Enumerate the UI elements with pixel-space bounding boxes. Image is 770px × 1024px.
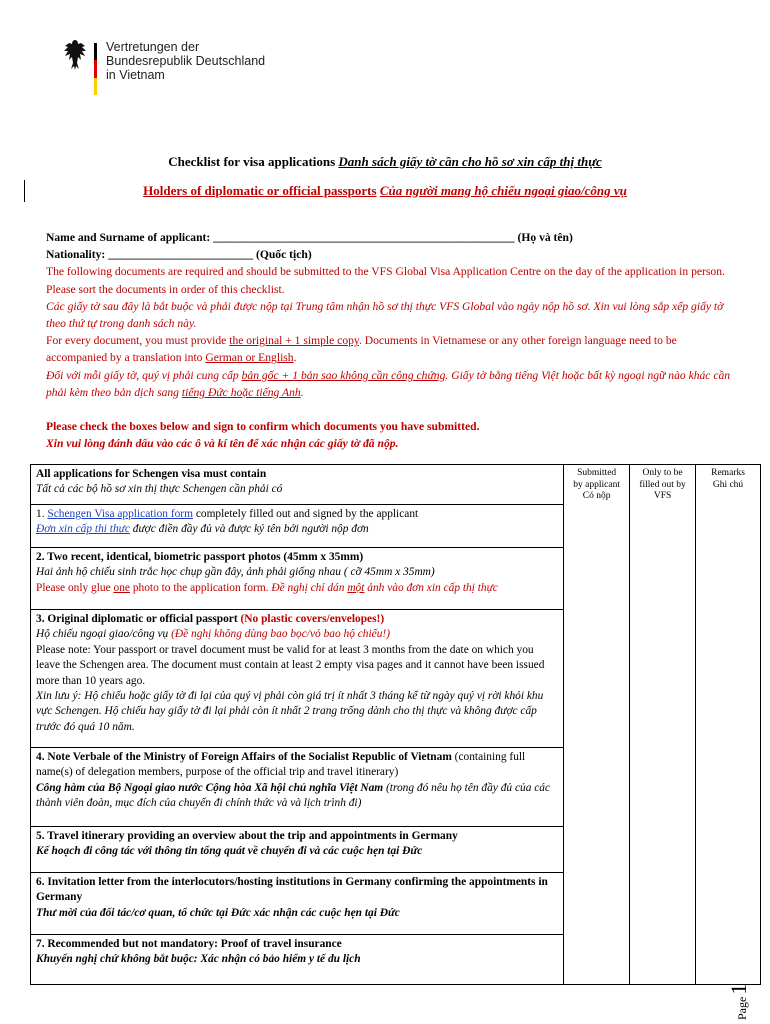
copy-en-text: . [293, 351, 297, 365]
checklist-item-2 [31, 548, 564, 610]
col-label: filled out by [639, 479, 686, 490]
item3-vi-text: Hộ chiếu ngoại giao/công vụ [36, 628, 172, 641]
check-instruction-vi: Xin vui lòng đánh dấu vào các ô và kí tên để xác nhận các giấy tờ đã nộp. [46, 437, 399, 451]
page-label-text: Page [735, 996, 749, 1020]
header-cell [31, 465, 564, 505]
item4-vi-title: Công hàm của Bộ Ngoại giao nước Cộng hòa Xã hội chủ nghĩa Việt Nam [36, 781, 384, 794]
table-heading-en: All applications for Schengen visa must contain [36, 468, 267, 480]
item2-vi: Hai ảnh hộ chiếu sinh trắc học chụp gần đây, ảnh phải giống nhau ( cỡ 45mm x 35mm) [36, 566, 435, 579]
checklist-item-3 [31, 610, 564, 748]
note-emphasis: một [347, 581, 365, 594]
item1-vi [36, 522, 559, 537]
col-label: by applicant [573, 479, 620, 490]
note-text: ảnh vào đơn xin cấp thị thực [364, 581, 498, 594]
application-form-link[interactable]: Schengen Visa application form [47, 508, 193, 520]
item5-vi: Kế hoạch đi công tác với thông tin tổng quát về chuyến đi và các cuộc hẹn tại Đức [36, 845, 423, 858]
checklist-item-6 [31, 873, 564, 935]
page-title [0, 154, 770, 170]
embassy-logo [62, 38, 282, 108]
note-emphasis: one [113, 581, 130, 594]
page-number [726, 984, 752, 1020]
item7-vi: Khuyến nghị chứ không bắt buộc: Xác nhận có bảo hiểm y tế du lịch [36, 953, 361, 966]
page-number-value: 1 [726, 983, 751, 995]
german-flag-bar [94, 43, 97, 95]
required-notice-vi: Các giấy tờ sau đây là bắt buộc và phải được nộp tại Trung tâm nhận hồ sơ thị thực VFS Global vào ngày nộp hồ sơ. Xin vui lòng sắp xếp giấy tờ theo thứ tự trong danh sách này. [46, 299, 724, 331]
item1-text-vi: được điền đầy đủ và được ký tên bởi người nộp đơn [129, 523, 369, 536]
col-label: Remarks [711, 468, 745, 478]
copy-en-original: the original + 1 simple copy [229, 334, 359, 348]
subtitle-en: Holders of diplomatic or official passports [143, 183, 377, 198]
item3-vi [36, 627, 559, 642]
copy-notice-vi [46, 367, 736, 401]
flag-gold-stripe [94, 78, 97, 95]
intro-section [46, 229, 736, 452]
col-label: Only to be [642, 468, 683, 478]
copy-vi-text: Đối với mỗi giấy tờ, quý vị phải cung cấp [46, 368, 242, 382]
col-label: VFS [653, 491, 672, 501]
item1-en [36, 507, 559, 522]
application-form-link-vi[interactable]: Đơn xin cấp thị thực [36, 523, 130, 536]
item4-vi-text: (trong đó nêu họ tên đầy đủ của các thành viên đoàn, mục đích của chuyến đi chính thức và và lịch trình đi) [36, 781, 551, 810]
item4-vi [36, 781, 559, 812]
item2-note [36, 581, 559, 596]
item3-vi-warning: (Đề nghị không dùng bao bọc/vỏ bao hộ chiếu!) [171, 628, 390, 641]
checklist-item-1 [31, 505, 564, 548]
submitted-column[interactable] [564, 465, 630, 985]
page-subtitle [0, 183, 770, 199]
copy-vi-original: bản gốc + 1 bản sao không cần công chứng [241, 368, 446, 382]
subtitle-vi: Của người mang hộ chiếu ngoại giao/công vụ [379, 183, 627, 198]
copy-notice-en [46, 332, 736, 366]
table-header-row [31, 465, 761, 505]
copy-en-languages: German or English [205, 351, 294, 365]
title-vi: Danh sách giấy tờ cần cho hồ sơ xin cấp thị thực [338, 154, 602, 169]
item5-title: 5. Travel itinerary providing an overview about the trip and appointments in Germany [36, 830, 458, 842]
required-notice-en: The following documents are required and should be submitted to the VFS Global Visa Application Centre on the day of the application in person. Please sort the documents in order of this checklist. [46, 265, 725, 296]
item6-vi: Thư mời của đối tác/cơ quan, tổ chức tại Đức xác nhận các cuộc hẹn tại Đức [36, 906, 400, 919]
item3-note-vi: Xin lưu ý: Hộ chiếu hoặc giấy tờ đi lại của quý vị phải còn giá trị ít nhất 3 tháng kể từ ngày quý vị rời khỏi khu vực Schengen. Hộ chiếu hay giấy tờ đi lại phải còn ít nhất 2 trang trống dành cho thị thực và không được cấp trước đó quá 10 năm. [36, 690, 544, 733]
nationality-field-line[interactable]: Nationality: _________________________ (Quốc tịch) [46, 248, 312, 262]
item4-title: 4. Note Verbale of the Ministry of Foreign Affairs of the Socialist Republic of Vietnam [36, 751, 452, 763]
item4-text: (containing full name(s) of delegation members, purpose of the official trip and travel itinerary) [36, 751, 526, 779]
remarks-column[interactable] [696, 465, 761, 985]
col-label: Có nộp [582, 491, 611, 501]
item3-title-text: 3. Original diplomatic or official passport [36, 613, 241, 625]
copy-vi-text: . Giấy tờ bằng tiếng Việt hoặc bất kỳ ngoại ngữ nào khác cần phải kèm theo bản dịch sang [46, 368, 731, 399]
checklist-item-7 [31, 935, 564, 985]
item2-title: 2. Two recent, identical, biometric passport photos (45mm x 35mm) [36, 551, 364, 563]
logo-line: Bundesrepublik Deutschland [106, 54, 266, 68]
col-label: Ghi chú [712, 479, 744, 490]
check-instruction-en: Please check the boxes below and sign to confirm which documents you have submitted. [46, 420, 480, 434]
logo-line: Vertretungen der [106, 40, 200, 54]
item1-text: completely filled out and signed by the applicant [192, 508, 419, 520]
note-text: Đề nghị chỉ dán [271, 581, 348, 594]
vfs-column[interactable] [630, 465, 696, 985]
copy-vi-languages: tiếng Đức hoặc tiếng Anh [181, 385, 301, 399]
col-label: Submitted [577, 468, 617, 478]
note-text: Please only glue [36, 581, 114, 594]
item3-warning: (No plastic covers/envelopes!) [240, 613, 385, 625]
note-vi [271, 582, 497, 594]
flag-black-stripe [94, 43, 97, 60]
item-number: 1. [36, 508, 48, 520]
note-text: photo to the application form. [129, 581, 272, 594]
federal-eagle-icon [62, 38, 88, 72]
copy-en-text: . Documents in Vietnamese or any other foreign language need to be accompanied by a translation into [46, 334, 677, 365]
checklist-item-4 [31, 748, 564, 827]
copy-vi-text: . [300, 385, 304, 399]
logo-line: in Vietnam [106, 68, 165, 82]
title-en: Checklist for visa applications [168, 154, 336, 169]
flag-red-stripe [94, 60, 97, 77]
name-field-line[interactable]: Name and Surname of applicant: ____________________________________________________ (Họ và tên) [46, 231, 573, 244]
document-checklist-table [30, 464, 761, 985]
copy-en-text: For every document, you must provide [46, 334, 230, 348]
checklist-item-5 [31, 827, 564, 873]
item7-title: 7. Recommended but not mandatory: Proof of travel insurance [36, 938, 342, 950]
logo-text [106, 40, 265, 82]
item6-title: 6. Invitation letter from the interlocutors/hosting institutions in Germany confirming the appointments in Germany [36, 876, 548, 904]
item3-note-en: Please note: Your passport or travel document must be valid for at least 3 months from the date on which you leave the Schengen area. The document must contain at least 2 empty visa pages and it cannot have been issued more than 10 years ago. [36, 643, 545, 687]
item4-en [36, 750, 559, 781]
item3-title [36, 612, 559, 627]
table-heading-vi: Tất cả các bộ hồ sơ xin thị thực Schengen cần phải có [36, 483, 283, 496]
